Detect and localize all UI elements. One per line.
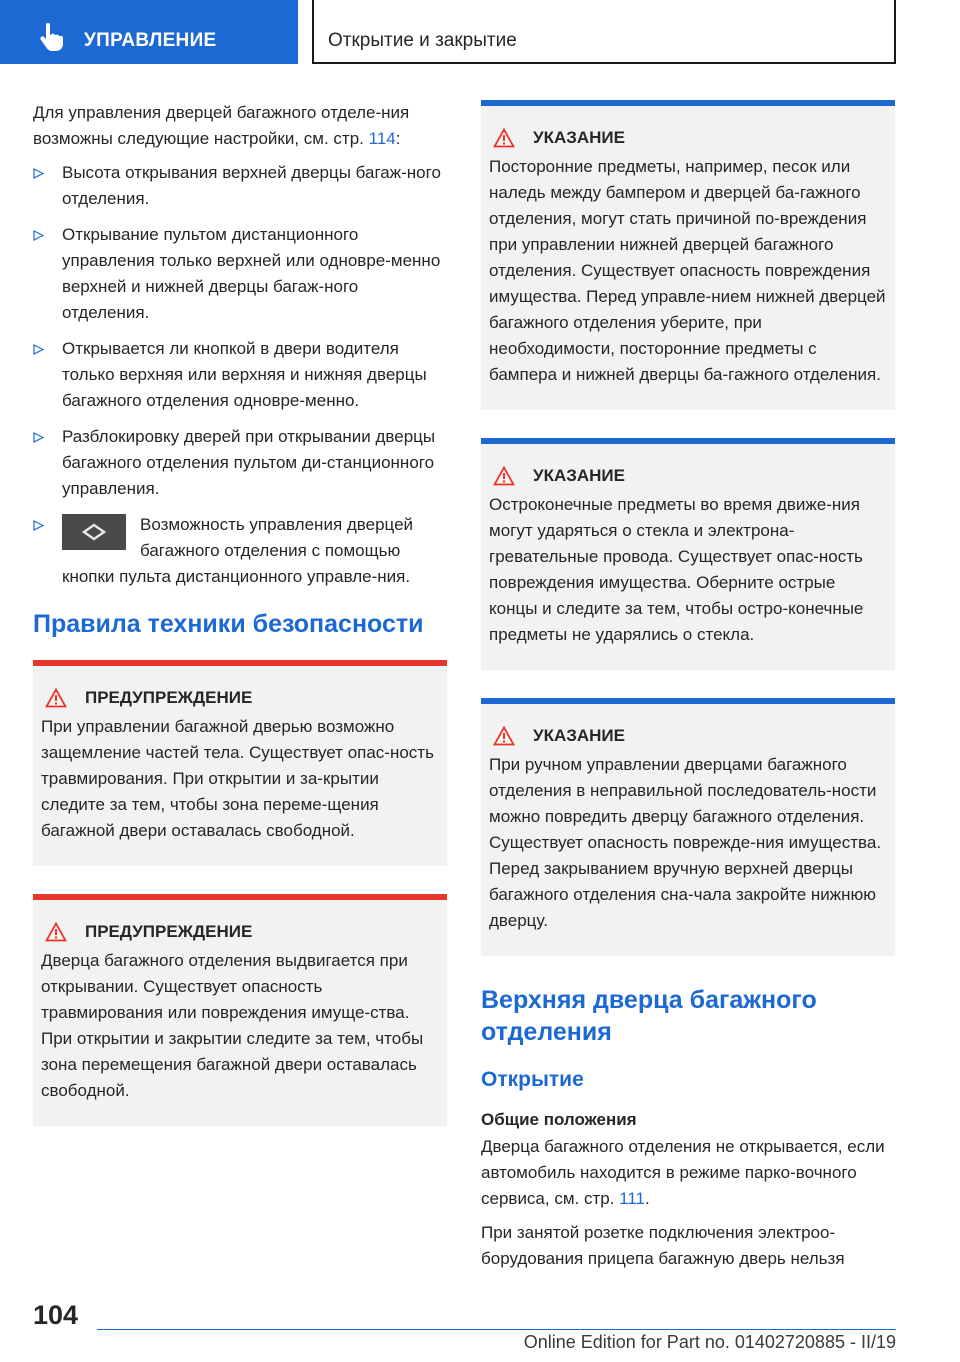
list-item-text: Разблокировку дверей при открывании дверцы багажного отделения пультом ди-станционного управления. xyxy=(62,427,436,498)
list-item xyxy=(33,512,447,590)
notice-box xyxy=(481,698,895,956)
remote-key-tailgate-button-image xyxy=(62,514,126,550)
left-column xyxy=(33,100,447,1154)
notice-title-text: УКАЗАНИЕ xyxy=(533,726,625,745)
warning-text: Дверца багажного отделения выдвигается при открывании. Существует опасность травмирования или повреждения имуще-ства. При открытии и закрытии следите за тем, чтобы зона перемещения багажной двери оставалась свободной. xyxy=(41,951,424,1100)
trailer-paragraph: При занятой розетке подключения электроо-борудования прицепа багажную дверь нельзя xyxy=(481,1223,845,1268)
header-chapter-label: Открытие и закрытие xyxy=(328,30,517,51)
tailgate-diamond-icon xyxy=(82,522,106,542)
footer-divider xyxy=(97,1329,896,1330)
notice-text: Посторонние предметы, например, песок или наледь между бампером и дверцей ба-гажного отделения, могут стать причиной по-вреждения при управлении нижней дверцей багажного отделения. Существует опасность повреждения имущества. Перед управле-нием нижней дверцей багажного отделения уберите, при необходимости, посторонние предметы с бампера и нижней дверцы ба-гажного отделения. xyxy=(489,157,886,384)
list-item-text: Открывается ли кнопкой в двери водителя только верхняя или верхняя и нижняя дверцы багажного отделения одновре-менно. xyxy=(62,339,427,410)
notice-box xyxy=(481,100,895,410)
list-item-text: Высота открывания верхней дверцы багаж-ного отделения. xyxy=(62,163,441,208)
notice-text: При ручном управлении дверцами багажного отделения в неправильной последователь-ности можно повредить дверцу багажного отделения. Существует опасность поврежде-ния имущества. Перед закрыванием вручную верхней дверцы багажного отделения сна-чала закройте нижнюю дверцу. xyxy=(489,755,882,930)
notice-title xyxy=(489,726,887,746)
pointing-hand-icon xyxy=(38,23,64,51)
triangle-bullet-icon xyxy=(33,230,44,241)
section-title-upper-tailgate: Верхняя дверца багажного отделения xyxy=(481,986,817,1046)
minor-title-general: Общие положения xyxy=(481,1110,637,1129)
warning-box xyxy=(33,894,447,1126)
general-suffix: . xyxy=(645,1189,650,1208)
notice-text: Остроконечные предметы во время движе-ния могут ударяться о стекла и электрона-гревательные провода. Существует опас-ность повреждения имущества. Оберните острые концы и следите за тем, чтобы остро-конечные предметы не ударялись о стекла. xyxy=(489,495,864,644)
warning-title xyxy=(41,688,439,708)
notice-box xyxy=(481,438,895,670)
list-item xyxy=(33,424,447,502)
page-link-111[interactable]: 111 xyxy=(619,1189,646,1208)
list-item-text: Возможность управления дверцей багажного отделения с помощью кнопки пульта дистанционного управле-ния. xyxy=(62,515,414,586)
general-paragraph xyxy=(481,1134,895,1212)
triangle-bullet-icon xyxy=(33,432,44,443)
page-link-114[interactable]: 114 xyxy=(368,129,396,148)
warning-title-text: ПРЕДУПРЕЖДЕНИЕ xyxy=(85,688,253,707)
list-item xyxy=(33,160,447,212)
triangle-bullet-icon xyxy=(33,520,44,531)
warning-title xyxy=(41,922,439,942)
warning-text: При управлении багажной дверью возможно защемление частей тела. Существует опас-ность травмирования. При открытии и за-крытии следите за тем, чтобы зона переме-щения багажной двери оставалась свободной. xyxy=(41,717,434,840)
warning-triangle-icon xyxy=(45,922,67,942)
warning-title-text: ПРЕДУПРЕЖДЕНИЕ xyxy=(85,922,253,941)
intro-text: Для управления дверцей багажного отделе-ния возможны следующие настройки, см. стр. xyxy=(33,103,410,148)
warning-triangle-icon xyxy=(45,688,67,708)
header-section-label: УПРАВЛЕНИЕ xyxy=(84,30,217,51)
triangle-bullet-icon xyxy=(33,168,44,179)
warning-triangle-icon xyxy=(493,128,515,148)
section-title-safety: Правила техники безопасности xyxy=(33,610,424,638)
settings-list xyxy=(33,160,447,590)
warning-triangle-icon xyxy=(493,466,515,486)
page-number: 104 xyxy=(33,1300,79,1330)
triangle-bullet-icon xyxy=(33,344,44,355)
general-text: Дверца багажного отделения не открывается, если автомобиль находится в режиме парко-вочного сервиса, см. стр. xyxy=(481,1137,885,1208)
notice-title xyxy=(489,466,887,486)
subsection-title-opening: Открытие xyxy=(481,1068,584,1091)
warning-box xyxy=(33,660,447,866)
header-section-tab xyxy=(0,0,298,64)
notice-title xyxy=(489,128,887,148)
notice-title-text: УКАЗАНИЕ xyxy=(533,466,625,485)
list-item xyxy=(33,222,447,326)
list-item xyxy=(33,336,447,414)
list-item-text: Открывание пультом дистанционного управления только верхней или одновре-менно верхней и нижней дверцы багаж-ного отделения. xyxy=(62,225,441,322)
header-chapter xyxy=(312,0,896,64)
footer-edition-text: Online Edition for Part no. 01402720885 - II/19 xyxy=(523,1332,896,1352)
intro-suffix: : xyxy=(395,129,401,148)
intro-paragraph xyxy=(33,100,447,152)
right-column xyxy=(481,100,895,1280)
warning-triangle-icon xyxy=(493,726,515,746)
notice-title-text: УКАЗАНИЕ xyxy=(533,128,625,147)
